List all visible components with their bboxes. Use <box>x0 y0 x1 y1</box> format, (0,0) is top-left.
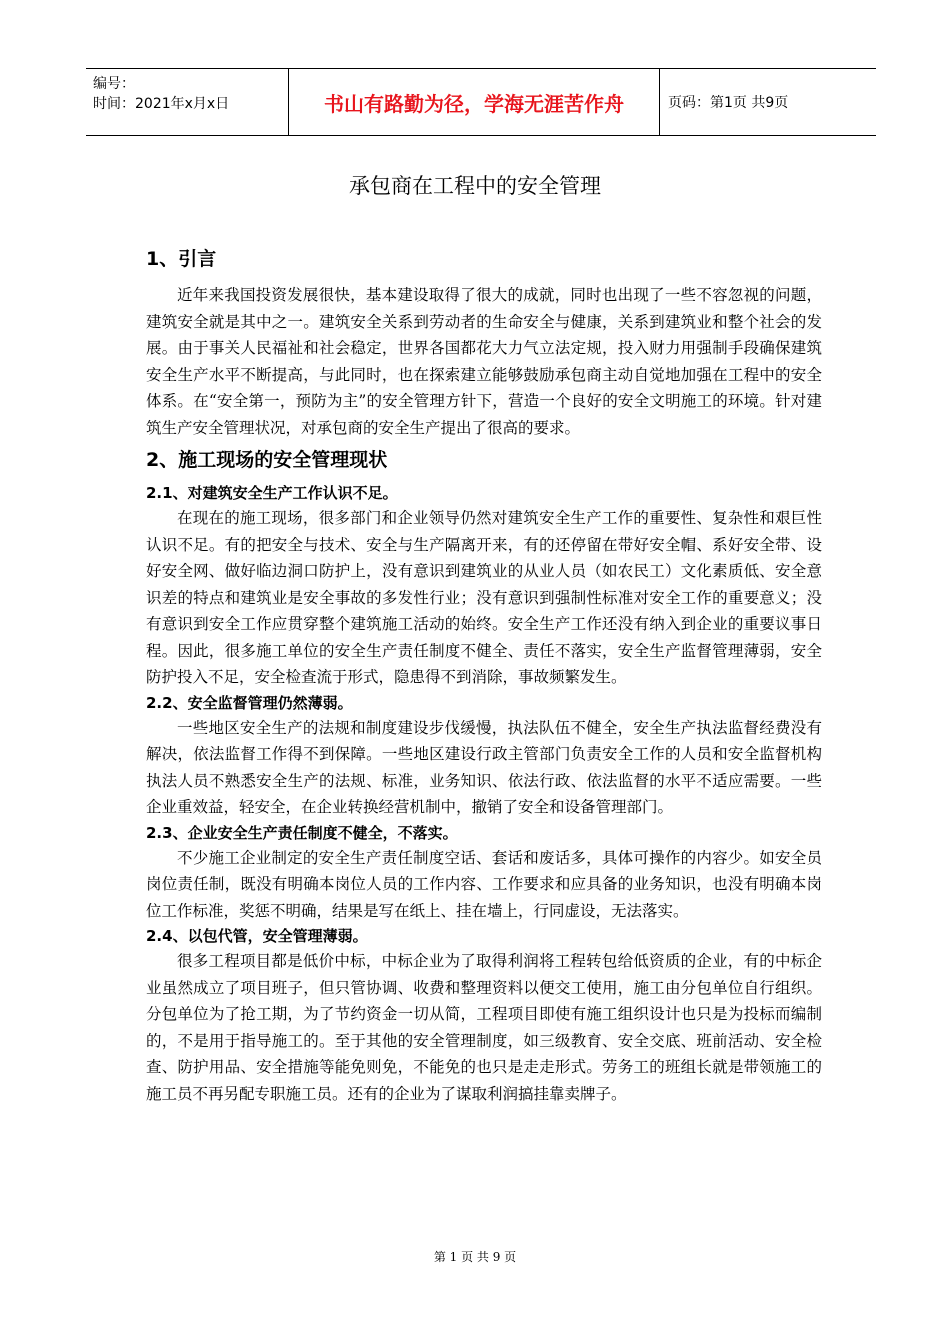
header-page-label: 页码：第1页 共9页 <box>668 95 789 111</box>
document-title: 承包商在工程中的安全管理 <box>349 174 601 198</box>
subsection-heading-2-1: 2.1、对建筑安全生产工作认识不足。 <box>146 484 398 502</box>
section-heading-status: 2、施工现场的安全管理现状 <box>146 449 388 471</box>
intro-paragraph: 近年来我国投资发展很快，基本建设取得了很大的成就，同时也出现了一些不容忽视的问题，建筑安全就是其中之一。建筑安全关系到劳动者的生命安全与健康，关系到建筑业和整个社会的发展。由于事关人民福祉和社会稳定，世界各国都花大力气立法定规，投入财力用强制手段确保建筑安全生产水平不断提高，与此同时，也在探索建立能够鼓励承包商主动自觉地加强在工程中的安全体系。在“安全第一，预防为主”的安全管理方针下，营造一个良好的安全文明施工的环境。针对建筑生产安全管理状况，对承包商的安全生产提出了很高的要求。 <box>146 286 822 437</box>
document-body <box>146 244 822 1107</box>
header-meta <box>86 69 288 135</box>
header-motto: 书山有路勤为径，学海无涯苦作舟 <box>288 69 660 135</box>
document-time-label: 时间：2021年x月x日 <box>93 96 230 112</box>
subsection-paragraph-2-4: 很多工程项目都是低价中标，中标企业为了取得利润将工程转包给低资质的企业，有的中标企业虽然成立了项目班子，但只管协调、收费和整理资料以便交工使用，施工由分包单位自行组织。分包单位为了抢工期，为了节约资金一切从简，工程项目即使有施工组织设计也只是为投标而编制的，不是用于指导施工的。至于其他的安全管理制度，如三级教育、安全交底、班前活动、安全检查、防护用品、安全措施等能免则免，不能免的也只是走走形式。劳务工的班组长就是带领施工的施工员不再另配专职施工员。还有的企业为了谋取利润搞挂靠卖牌子。 <box>146 952 822 1103</box>
page-footer: 第 1 页 共 9 页 <box>433 1250 517 1264</box>
subsection-heading-2-4: 2.4、以包代管，安全管理薄弱。 <box>146 927 368 945</box>
subsection-paragraph-2-2: 一些地区安全生产的法规和制度建设步伐缓慢，执法队伍不健全，安全生产执法监督经费没有解决，依法监督工作得不到保障。一些地区建设行政主管部门负责安全工作的人员和安全监督机构执法人员不熟悉安全生产的法规、标准，业务知识、依法行政、依法监督的水平不适应需要。一些企业重效益，轻安全，在企业转换经营机制中，撤销了安全和设备管理部门。 <box>146 718 822 816</box>
subsection-heading-2-3: 2.3、企业安全生产责任制度不健全，不落实。 <box>146 823 458 842</box>
section-heading-intro: 1、引言 <box>146 248 217 270</box>
document-number-label: 编号： <box>93 76 135 92</box>
page-header <box>86 68 876 136</box>
subsection-paragraph-2-1: 在现在的施工现场，很多部门和企业领导仍然对建筑安全生产工作的重要性、复杂性和艰巨性认识不足。有的把安全与技术、安全与生产隔离开来，有的还停留在带好安全帽、系好安全带、设好安全网、做好临边洞口防护上，没有意识到建筑业的从业人员（如农民工）文化素质低、安全意识差的特点和建筑业是安全事故的多发性行业；没有意识到强制性标准对安全工作的重要意义；没有意识到安全工作应贯穿整个建筑施工活动的始终。安全生产工作还没有纳入到企业的重要议事日程。因此，很多施工单位的安全生产责任制度不健全、责任不落实，安全生产监督管理薄弱，安全防护投入不足，安全检查流于形式，隐患得不到消除，事故频繁发生。 <box>146 509 822 686</box>
subsection-heading-2-2: 2.2、安全监督管理仍然薄弱。 <box>146 693 353 712</box>
subsection-paragraph-2-3: 不少施工企业制定的安全生产责任制度空话、套话和废话多，具体可操作的内容少。如安全员岗位责任制，既没有明确本岗位人员的工作内容、工作要求和应具备的业务知识，也没有明确本岗位工作标准，奖惩不明确，结果是写在纸上、挂在墙上，行同虚设，无法落实。 <box>146 848 822 920</box>
